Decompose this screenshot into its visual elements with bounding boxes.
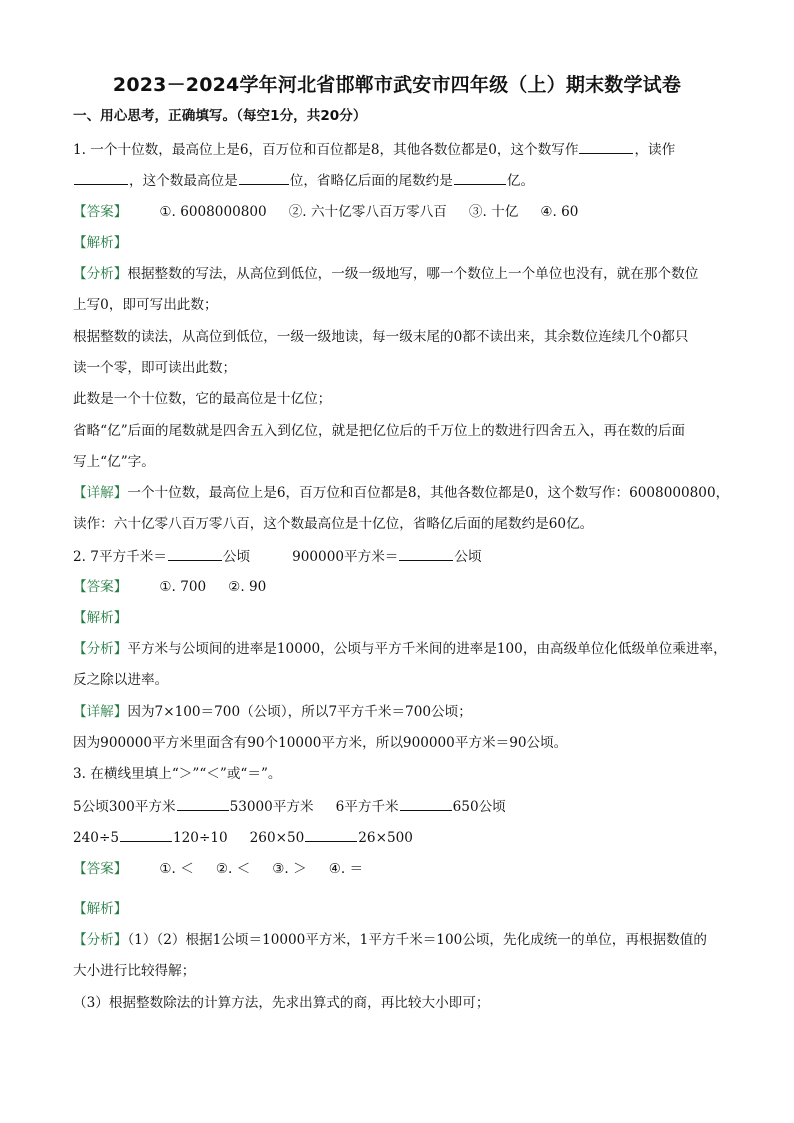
q2-detail-text: 因为7×100＝700（公顷），所以7平方千米＝700公顷； — [127, 704, 472, 720]
answer-blank — [305, 827, 357, 842]
q1-stem-line1 — [73, 139, 675, 160]
q3-row1-c: 6平方千米 — [335, 799, 399, 815]
q3-row2-a: 240÷5 — [73, 830, 119, 846]
q2-stem-d: 公顷 — [454, 549, 482, 565]
answer-blank — [454, 170, 506, 185]
answer-blank — [400, 796, 452, 811]
q3-answer-2: ②. ＜ — [215, 861, 251, 877]
q2-stem-b: 公顷 — [222, 549, 251, 565]
q1-answer-line — [73, 202, 578, 222]
q3-answer-4: ④. ＝ — [328, 861, 364, 877]
detail-tag: 【详解】 — [73, 704, 128, 720]
q2-answer-2: ②. 90 — [228, 579, 267, 595]
q3-row2-b: 120÷10 — [173, 830, 228, 846]
q1-analysis-line5: 此数是一个十位数，它的最高位是十亿位； — [73, 391, 332, 407]
q2-detail-line1 — [73, 702, 472, 722]
answer-blank — [120, 827, 172, 842]
q2-analysis-line1 — [73, 639, 727, 659]
q1-stem-c: ，这个数最高位是 — [129, 173, 238, 189]
q3-row1-a: 5公顷300平方米 — [73, 799, 176, 815]
q1-analysis-line2: 上写0，即可写出此数； — [73, 297, 218, 313]
q1-answer-1: ①. 6008000800 — [159, 204, 267, 220]
q2-analysis-text: 平方米与公顷间的进率是10000，公顷与平方千米间的进率是100，由高级单位化低级单位乘进率， — [127, 641, 727, 657]
q3-answer-1: ①. ＜ — [159, 861, 194, 877]
q3-row2 — [73, 827, 413, 848]
answer-blank — [399, 546, 453, 561]
answer-blank — [74, 170, 128, 185]
analysis-tag: 【分析】 — [73, 641, 128, 657]
q2-stem-a: 2. 7平方千米＝ — [73, 549, 167, 565]
q1-analysis-line7: 写上“亿”字。 — [73, 454, 155, 470]
q1-detail-text: 一个十位数，最高位上是6，百万位和百位都是8，其他各数位都是0，这个数写作：6008000800， — [127, 485, 730, 501]
q1-analysis-line6: 省略“亿”后面的尾数就是四舍五入到亿位，就是把亿位后的千万位上的数进行四舍五入，再在数的后面 — [73, 423, 686, 439]
q1-stem-line2 — [73, 170, 534, 191]
q2-analysis-line2: 反之除以进率。 — [73, 672, 169, 688]
q1-analysis-line3: 根据整数的读法，从高位到低位，一级一级地读，每一级末尾的0都不读出来，其余数位连续几个0都只 — [73, 329, 689, 345]
q1-answer-2: ②. 六十亿零八百万零八百 — [288, 204, 447, 220]
analysis-heading: 【解析】 — [73, 901, 128, 917]
q3-row2-d: 26×500 — [358, 830, 413, 846]
q3-analysis-line3: （3）根据整数除法的计算方法，先求出算式的商，再比较大小即可； — [73, 995, 490, 1011]
answer-blank — [168, 546, 222, 561]
q1-analysis-line1 — [73, 264, 698, 284]
page-title: 2023－2024学年河北省邯郸市武安市四年级（上）期末数学试卷 — [112, 74, 682, 96]
q2-detail-line2: 因为900000平方米里面含有90个10000平方米，所以900000平方米＝90公顷。 — [73, 735, 568, 751]
q3-row1-d: 650公顷 — [452, 799, 506, 815]
q1-stem-d: 位，省略亿后面的尾数约是 — [289, 173, 453, 189]
q1-stem-a: 1. 一个十位数，最高位上是6，百万位和百位都是8，其他各数位都是0，这个数写作 — [73, 142, 579, 158]
q3-stem-line: 3. 在横线里填上“＞”“＜”或“＝”。 — [73, 766, 282, 782]
q1-answer-4: ④. 60 — [540, 204, 579, 220]
q1-stem-b: ，读作 — [634, 142, 676, 158]
q1-detail-line2: 读作：六十亿零八百万零八百，这个数最高位是十亿位，省略亿后面的尾数约是60亿。 — [73, 516, 594, 532]
section-heading: 一、用心思考，正确填写。（每空1分，共20分） — [73, 108, 367, 124]
q3-row2-c: 260×50 — [249, 830, 305, 846]
q2-answer-line — [73, 577, 266, 597]
answer-blank — [579, 139, 633, 154]
q3-row1-b: 53000平方米 — [229, 799, 314, 815]
q1-detail-line1 — [73, 483, 729, 503]
q2-stem-line — [73, 546, 482, 567]
analysis-tag: 【分析】 — [73, 266, 128, 282]
q1-analysis-line4: 读一个零，即可读出此数； — [73, 360, 237, 376]
detail-tag: 【详解】 — [73, 485, 128, 501]
q3-analysis-text: （1）（2）根据1公顷＝10000平方米，1平方千米＝100公顷，先化成统一的单位，再根据数值的 — [127, 932, 707, 948]
q2-answer-1: ①. 700 — [159, 579, 207, 595]
answer-tag: 【答案】 — [73, 861, 128, 877]
q1-analysis-text: 根据整数的写法，从高位到低位，一级一级地写，哪一个数位上一个单位也没有，就在那个数位 — [127, 266, 699, 282]
answer-blank — [177, 796, 229, 811]
analysis-heading: 【解析】 — [73, 235, 128, 251]
q3-answer-3: ③. ＞ — [272, 861, 307, 877]
q3-answer-line — [73, 859, 363, 879]
q3-analysis-line1 — [73, 930, 707, 950]
analysis-tag: 【分析】 — [73, 932, 128, 948]
q2-stem-c: 900000平方米＝ — [292, 549, 399, 565]
answer-tag: 【答案】 — [73, 579, 128, 595]
answer-blank — [239, 170, 289, 185]
q3-analysis-line2: 大小进行比较得解； — [73, 963, 196, 979]
q1-answer-3: ③. 十亿 — [468, 204, 519, 220]
q1-stem-e: 亿。 — [506, 173, 535, 189]
analysis-heading: 【解析】 — [73, 610, 128, 626]
answer-tag: 【答案】 — [73, 204, 128, 220]
q3-row1 — [73, 796, 506, 817]
